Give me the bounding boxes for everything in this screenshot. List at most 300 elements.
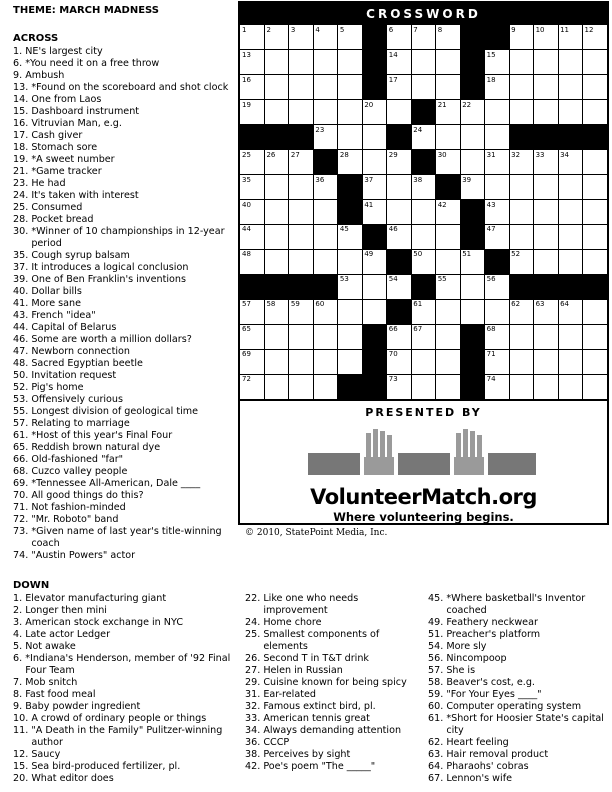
grid-cell[interactable] bbox=[436, 249, 461, 274]
clue-text: Some are worth a million dollars? bbox=[31, 334, 192, 345]
grid-block bbox=[411, 274, 436, 299]
grid-cell[interactable] bbox=[264, 224, 289, 249]
grid-cell[interactable] bbox=[264, 299, 289, 324]
grid-cell[interactable] bbox=[264, 349, 289, 374]
grid-cell[interactable] bbox=[387, 75, 412, 100]
grid-cell[interactable] bbox=[509, 249, 534, 274]
grid-cell[interactable] bbox=[313, 299, 338, 324]
grid-cell[interactable] bbox=[362, 150, 387, 175]
grid-cell[interactable] bbox=[264, 200, 289, 225]
grid-cell[interactable] bbox=[362, 125, 387, 150]
grid-cell[interactable] bbox=[558, 100, 583, 125]
cell-number: 56 bbox=[486, 275, 496, 284]
grid-cell[interactable] bbox=[264, 175, 289, 200]
cell-number: 37 bbox=[364, 175, 374, 184]
grid-cell[interactable] bbox=[583, 150, 607, 175]
grid-cell[interactable] bbox=[534, 349, 559, 374]
cell-number: 74 bbox=[486, 375, 496, 384]
grid-cell[interactable] bbox=[436, 125, 461, 150]
cell-number: 12 bbox=[584, 26, 594, 34]
grid-cell[interactable] bbox=[289, 175, 314, 200]
grid-cell[interactable] bbox=[240, 150, 265, 175]
clue-item bbox=[245, 653, 417, 665]
puzzle-panel bbox=[238, 1, 609, 525]
grid-cell[interactable] bbox=[583, 50, 607, 75]
grid-cell[interactable] bbox=[264, 25, 289, 50]
grid-cell[interactable] bbox=[436, 75, 461, 100]
grid-cell[interactable] bbox=[558, 249, 583, 274]
grid-cell[interactable] bbox=[460, 274, 485, 299]
clue-item bbox=[13, 394, 235, 406]
cell-number: 61 bbox=[413, 300, 423, 309]
grid-cell[interactable] bbox=[534, 324, 559, 349]
clue-number: 44. bbox=[13, 322, 32, 333]
grid-cell[interactable] bbox=[240, 50, 265, 75]
clue-number: 31. bbox=[245, 689, 264, 700]
grid-cell[interactable] bbox=[289, 224, 314, 249]
grid-cell[interactable] bbox=[362, 200, 387, 225]
grid-cell[interactable] bbox=[338, 324, 363, 349]
grid-cell[interactable] bbox=[583, 175, 607, 200]
grid-cell[interactable] bbox=[485, 125, 510, 150]
clue-number: 6. bbox=[13, 653, 26, 664]
grid-cell[interactable] bbox=[338, 100, 363, 125]
cell-number: 44 bbox=[242, 225, 251, 234]
cell-number: 41 bbox=[364, 200, 374, 209]
grid-block bbox=[460, 349, 485, 374]
grid-cell[interactable] bbox=[387, 224, 412, 249]
grid-block bbox=[460, 374, 485, 399]
grid-cell[interactable] bbox=[289, 25, 314, 50]
grid-cell[interactable] bbox=[264, 50, 289, 75]
grid-block bbox=[460, 25, 485, 50]
clue-number: 33. bbox=[245, 713, 264, 724]
grid-cell[interactable] bbox=[534, 249, 559, 274]
grid-cell[interactable] bbox=[313, 50, 338, 75]
grid-cell[interactable] bbox=[264, 249, 289, 274]
clue-number: 70. bbox=[13, 490, 32, 501]
cell-number: 35 bbox=[242, 175, 251, 184]
grid-block bbox=[362, 349, 387, 374]
grid-cell[interactable] bbox=[289, 100, 314, 125]
grid-cell[interactable] bbox=[387, 274, 412, 299]
grid-cell[interactable] bbox=[338, 75, 363, 100]
clue-item bbox=[428, 749, 608, 761]
grid-cell[interactable] bbox=[264, 75, 289, 100]
clue-item bbox=[428, 773, 608, 785]
clue-text: Cough syrup balsam bbox=[31, 250, 130, 261]
grid-cell[interactable] bbox=[338, 125, 363, 150]
cell-number: 7 bbox=[413, 26, 418, 34]
cell-number: 45 bbox=[339, 225, 349, 234]
grid-cell[interactable] bbox=[289, 249, 314, 274]
grid-cell[interactable] bbox=[436, 100, 461, 125]
grid-cell[interactable] bbox=[509, 224, 534, 249]
clue-number: 39. bbox=[13, 274, 32, 285]
grid-cell[interactable] bbox=[411, 249, 436, 274]
cell-number: 14 bbox=[388, 50, 398, 59]
grid-cell[interactable] bbox=[558, 374, 583, 399]
grid-cell[interactable] bbox=[411, 224, 436, 249]
grid-cell[interactable] bbox=[240, 100, 265, 125]
grid-cell[interactable] bbox=[460, 249, 485, 274]
grid-cell[interactable] bbox=[436, 349, 461, 374]
grid-block bbox=[436, 175, 461, 200]
grid-cell[interactable] bbox=[534, 50, 559, 75]
clue-number: 10. bbox=[13, 713, 32, 724]
clue-text: She is bbox=[446, 665, 476, 676]
grid-cell[interactable] bbox=[436, 299, 461, 324]
grid-cell[interactable] bbox=[240, 175, 265, 200]
grid-cell[interactable] bbox=[387, 100, 412, 125]
grid-cell[interactable] bbox=[264, 374, 289, 399]
grid-cell[interactable] bbox=[534, 175, 559, 200]
grid-cell[interactable] bbox=[583, 324, 607, 349]
grid-cell[interactable] bbox=[240, 349, 265, 374]
clue-item bbox=[13, 677, 235, 689]
grid-cell[interactable] bbox=[264, 150, 289, 175]
clue-text: Reddish brown natural dye bbox=[31, 442, 161, 453]
clue-number: 25. bbox=[13, 202, 32, 213]
clue-item bbox=[13, 713, 235, 725]
grid-block bbox=[387, 299, 412, 324]
grid-cell[interactable] bbox=[485, 200, 510, 225]
grid-cell[interactable] bbox=[534, 374, 559, 399]
grid-cell[interactable] bbox=[485, 50, 510, 75]
clue-item bbox=[428, 665, 608, 677]
grid-cell[interactable] bbox=[509, 75, 534, 100]
grid-cell[interactable] bbox=[411, 175, 436, 200]
cell-number: 65 bbox=[242, 325, 251, 334]
grid-cell[interactable] bbox=[411, 349, 436, 374]
grid-cell[interactable] bbox=[264, 324, 289, 349]
cell-number: 6 bbox=[388, 26, 394, 34]
grid-cell[interactable] bbox=[558, 324, 583, 349]
clue-text: *Short for Hoosier State's capital city bbox=[446, 713, 604, 736]
grid-block bbox=[558, 125, 583, 150]
grid-cell[interactable] bbox=[558, 175, 583, 200]
grid-block bbox=[362, 25, 387, 50]
grid-cell[interactable] bbox=[313, 224, 338, 249]
grid-cell[interactable] bbox=[289, 374, 314, 399]
grid-cell[interactable] bbox=[313, 175, 338, 200]
across-heading: ACROSS bbox=[13, 33, 59, 44]
grid-cell[interactable] bbox=[289, 75, 314, 100]
clue-text: One of Ben Franklin's inventions bbox=[31, 274, 186, 285]
clue-number: 47. bbox=[13, 346, 32, 357]
clue-item bbox=[13, 382, 235, 394]
grid-cell[interactable] bbox=[313, 349, 338, 374]
grid-cell[interactable] bbox=[534, 299, 559, 324]
grid-cell[interactable] bbox=[313, 75, 338, 100]
grid-cell[interactable] bbox=[289, 349, 314, 374]
grid-cell[interactable] bbox=[485, 374, 510, 399]
grid-cell[interactable] bbox=[534, 100, 559, 125]
clue-item bbox=[13, 286, 235, 298]
cell-number: 72 bbox=[242, 375, 251, 384]
cell-number: 38 bbox=[413, 175, 423, 184]
copyright-notice: © 2010, StatePoint Media, Inc. bbox=[245, 528, 388, 538]
grid-cell[interactable] bbox=[509, 50, 534, 75]
grid-cell[interactable] bbox=[509, 25, 534, 50]
grid-cell[interactable] bbox=[240, 249, 265, 274]
grid-cell[interactable] bbox=[436, 224, 461, 249]
grid-cell[interactable] bbox=[338, 50, 363, 75]
clue-number: 66. bbox=[13, 454, 32, 465]
grid-cell[interactable] bbox=[558, 50, 583, 75]
clue-item bbox=[13, 490, 235, 502]
clue-text: Offensively curious bbox=[31, 394, 124, 405]
grid-cell[interactable] bbox=[338, 299, 363, 324]
clue-item bbox=[13, 478, 235, 490]
clue-number: 57. bbox=[13, 418, 32, 429]
grid-cell[interactable] bbox=[509, 299, 534, 324]
grid-cell[interactable] bbox=[387, 25, 412, 50]
grid-cell[interactable] bbox=[436, 274, 461, 299]
clue-item bbox=[428, 713, 608, 737]
clue-number: 50. bbox=[13, 370, 32, 381]
grid-cell[interactable] bbox=[362, 100, 387, 125]
grid-cell[interactable] bbox=[362, 274, 387, 299]
grid-cell[interactable] bbox=[460, 150, 485, 175]
presented-by-label: PRESENTED BY bbox=[365, 406, 482, 419]
grid-cell[interactable] bbox=[558, 75, 583, 100]
grid-cell[interactable] bbox=[362, 249, 387, 274]
grid-cell[interactable] bbox=[264, 100, 289, 125]
grid-cell[interactable] bbox=[338, 349, 363, 374]
clue-text: *Winner of 10 championships in 12-year period bbox=[31, 226, 225, 249]
grid-cell[interactable] bbox=[485, 324, 510, 349]
grid-cell[interactable] bbox=[436, 324, 461, 349]
clue-number: 56. bbox=[428, 653, 447, 664]
grid-block bbox=[264, 274, 289, 299]
grid-cell[interactable] bbox=[387, 200, 412, 225]
clue-number: 23. bbox=[13, 178, 32, 189]
across-clue-list bbox=[13, 46, 235, 562]
grid-cell[interactable] bbox=[313, 25, 338, 50]
grid-cell[interactable] bbox=[387, 175, 412, 200]
grid-block bbox=[338, 175, 363, 200]
grid-cell[interactable] bbox=[558, 200, 583, 225]
clue-item bbox=[13, 653, 235, 677]
grid-cell[interactable] bbox=[509, 100, 534, 125]
grid-cell[interactable] bbox=[289, 200, 314, 225]
grid-cell[interactable] bbox=[240, 200, 265, 225]
clue-text: A crowd of ordinary people or things bbox=[31, 713, 207, 724]
grid-cell[interactable] bbox=[313, 200, 338, 225]
cell-number: 48 bbox=[242, 250, 251, 259]
grid-cell[interactable] bbox=[240, 324, 265, 349]
clue-text: *A sweet number bbox=[31, 154, 115, 165]
grid-cell[interactable] bbox=[558, 224, 583, 249]
clue-number: 43. bbox=[13, 310, 32, 321]
grid-cell[interactable] bbox=[583, 249, 607, 274]
grid-cell[interactable] bbox=[583, 349, 607, 374]
grid-cell[interactable] bbox=[436, 374, 461, 399]
cell-number: 47 bbox=[486, 225, 496, 234]
grid-cell[interactable] bbox=[338, 25, 363, 50]
cell-number: 22 bbox=[462, 100, 472, 109]
grid-cell[interactable] bbox=[534, 200, 559, 225]
clue-number: 32. bbox=[245, 701, 264, 712]
grid-cell[interactable] bbox=[289, 299, 314, 324]
grid-cell[interactable] bbox=[485, 224, 510, 249]
grid-cell[interactable] bbox=[509, 200, 534, 225]
grid-block bbox=[583, 274, 607, 299]
grid-cell[interactable] bbox=[411, 374, 436, 399]
grid-cell[interactable] bbox=[240, 374, 265, 399]
cell-number: 9 bbox=[511, 26, 516, 34]
cell-number: 32 bbox=[511, 150, 521, 159]
clue-text: Famous extinct bird, pl. bbox=[263, 701, 376, 712]
grid-cell[interactable] bbox=[534, 224, 559, 249]
grid-cell[interactable] bbox=[411, 25, 436, 50]
clue-item bbox=[13, 466, 235, 478]
grid-cell[interactable] bbox=[583, 25, 607, 50]
grid-cell[interactable] bbox=[583, 100, 607, 125]
grid-cell[interactable] bbox=[387, 349, 412, 374]
grid-cell[interactable] bbox=[485, 175, 510, 200]
clue-item bbox=[13, 773, 235, 785]
grid-cell[interactable] bbox=[460, 125, 485, 150]
grid-cell[interactable] bbox=[436, 150, 461, 175]
cell-number: 63 bbox=[535, 300, 545, 309]
grid-cell[interactable] bbox=[460, 299, 485, 324]
grid-block bbox=[460, 200, 485, 225]
grid-cell[interactable] bbox=[387, 50, 412, 75]
grid-cell[interactable] bbox=[534, 150, 559, 175]
grid-cell[interactable] bbox=[240, 299, 265, 324]
clue-item bbox=[428, 617, 608, 629]
grid-cell[interactable] bbox=[460, 100, 485, 125]
clue-number: 62. bbox=[428, 737, 447, 748]
clue-item bbox=[13, 58, 235, 70]
clue-text: Cuisine known for being spicy bbox=[263, 677, 407, 688]
grid-cell[interactable] bbox=[240, 224, 265, 249]
cell-number: 67 bbox=[413, 325, 423, 334]
grid-cell[interactable] bbox=[485, 299, 510, 324]
grid-cell[interactable] bbox=[485, 75, 510, 100]
clue-text: Sea bird-produced fertilizer, pl. bbox=[31, 761, 181, 772]
grid-cell[interactable] bbox=[583, 224, 607, 249]
grid-cell[interactable] bbox=[313, 324, 338, 349]
grid-cell[interactable] bbox=[289, 324, 314, 349]
grid-cell[interactable] bbox=[485, 100, 510, 125]
grid-cell[interactable] bbox=[460, 175, 485, 200]
grid-cell[interactable] bbox=[338, 224, 363, 249]
grid-cell[interactable] bbox=[509, 374, 534, 399]
grid-cell[interactable] bbox=[411, 299, 436, 324]
clue-item bbox=[428, 761, 608, 773]
grid-cell[interactable] bbox=[338, 274, 363, 299]
grid-cell[interactable] bbox=[240, 75, 265, 100]
grid-cell[interactable] bbox=[338, 150, 363, 175]
grid-cell[interactable] bbox=[509, 175, 534, 200]
grid-cell[interactable] bbox=[583, 75, 607, 100]
cell-number: 13 bbox=[242, 50, 251, 59]
cell-number: 57 bbox=[242, 300, 251, 309]
grid-cell[interactable] bbox=[534, 25, 559, 50]
clue-number: 9. bbox=[13, 701, 26, 712]
grid-cell[interactable] bbox=[558, 150, 583, 175]
clue-number: 61. bbox=[13, 430, 32, 441]
grid-cell[interactable] bbox=[509, 150, 534, 175]
clue-number: 72. bbox=[13, 514, 32, 525]
clue-text: Not awake bbox=[25, 641, 76, 652]
grid-cell[interactable] bbox=[485, 150, 510, 175]
grid-cell[interactable] bbox=[558, 299, 583, 324]
grid-cell[interactable] bbox=[558, 25, 583, 50]
grid-cell[interactable] bbox=[509, 349, 534, 374]
clue-item bbox=[13, 550, 235, 562]
clue-item bbox=[245, 749, 417, 761]
cell-number: 23 bbox=[315, 125, 325, 134]
grid-cell[interactable] bbox=[436, 25, 461, 50]
clue-number: 46. bbox=[13, 334, 32, 345]
clue-item bbox=[13, 322, 235, 334]
clue-text: Stomach sore bbox=[31, 142, 98, 153]
grid-cell[interactable] bbox=[362, 175, 387, 200]
grid-cell[interactable] bbox=[558, 349, 583, 374]
grid-cell[interactable] bbox=[362, 299, 387, 324]
clue-text: Baby powder ingredient bbox=[25, 701, 141, 712]
grid-cell[interactable] bbox=[583, 200, 607, 225]
clue-text: All good things do this? bbox=[31, 490, 144, 501]
grid-cell[interactable] bbox=[436, 50, 461, 75]
clue-item bbox=[13, 334, 235, 346]
cell-number: 64 bbox=[560, 300, 569, 309]
cell-number: 40 bbox=[242, 200, 251, 209]
grid-cell[interactable] bbox=[313, 125, 338, 150]
grid-cell[interactable] bbox=[338, 249, 363, 274]
clue-item bbox=[13, 202, 235, 214]
clue-item bbox=[13, 749, 235, 761]
grid-cell[interactable] bbox=[313, 249, 338, 274]
clue-item bbox=[13, 226, 235, 250]
clue-text: Capital of Belarus bbox=[31, 322, 117, 333]
grid-cell[interactable] bbox=[534, 75, 559, 100]
grid-cell[interactable] bbox=[289, 50, 314, 75]
grid-cell[interactable] bbox=[583, 374, 607, 399]
grid-cell[interactable] bbox=[387, 150, 412, 175]
grid-cell[interactable] bbox=[411, 50, 436, 75]
grid-cell[interactable] bbox=[509, 324, 534, 349]
clue-number: 40. bbox=[13, 286, 32, 297]
grid-cell[interactable] bbox=[387, 324, 412, 349]
cell-number: 4 bbox=[315, 26, 320, 34]
grid-cell[interactable] bbox=[411, 324, 436, 349]
grid-cell[interactable] bbox=[387, 374, 412, 399]
grid-cell[interactable] bbox=[289, 150, 314, 175]
grid-cell[interactable] bbox=[240, 25, 265, 50]
grid-cell[interactable] bbox=[411, 125, 436, 150]
grid-cell[interactable] bbox=[485, 274, 510, 299]
grid-cell[interactable] bbox=[411, 75, 436, 100]
grid-cell[interactable] bbox=[436, 200, 461, 225]
grid-block bbox=[313, 150, 338, 175]
grid-cell[interactable] bbox=[411, 200, 436, 225]
grid-cell[interactable] bbox=[313, 374, 338, 399]
clue-text: *Game tracker bbox=[31, 166, 102, 177]
clue-number: 54. bbox=[428, 641, 447, 652]
cell-number: 30 bbox=[437, 150, 447, 159]
clue-item bbox=[245, 713, 417, 725]
grid-cell[interactable] bbox=[485, 349, 510, 374]
grid-cell[interactable] bbox=[313, 100, 338, 125]
clue-text: Nincompoop bbox=[446, 653, 507, 664]
cell-number: 16 bbox=[242, 75, 251, 84]
grid-cell[interactable] bbox=[583, 299, 607, 324]
